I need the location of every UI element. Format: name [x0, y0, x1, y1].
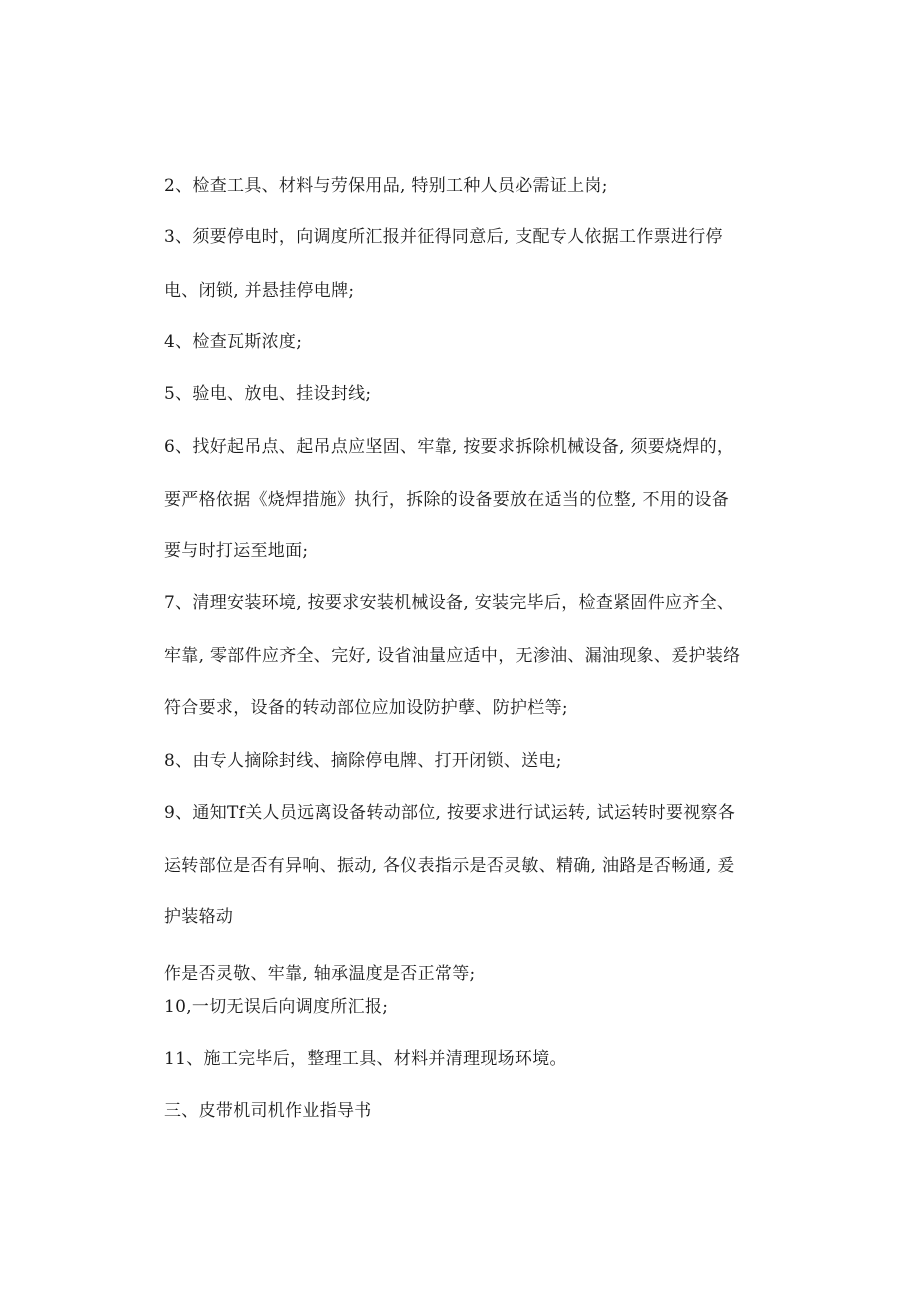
step-5-line: 5、验电、放电、挂设封线; [164, 384, 372, 404]
step-4-line: 4、检查瓦斯浓度; [164, 332, 303, 352]
step-10-line: 10,一切无误后向调度所汇报; [164, 997, 389, 1017]
step-3-line-2: 电、闭锁, 并悬挂停电牌; [164, 281, 355, 301]
step-3-line-1: 3、须要停电时，向调度所汇报并征得同意后, 支配专人依据工作票进行停 [164, 227, 723, 247]
step-11-line: 11、施工完毕后，整理工具、材料并清理现场环境。 [164, 1049, 567, 1069]
step-7-line-3: 符合要求，设备的转动部位应加设防护孽、防护栏等; [164, 698, 568, 718]
step-9-line-1: 9、通知Tf关人员远离设备转动部位, 按要求进行试运转, 试运转时要视察各 [164, 803, 736, 823]
step-9-line-3: 护装辂动 [164, 907, 234, 927]
step-6-line-1: 6、找好起吊点、起吊点应坚固、牢靠, 按要求拆除机械设备, 须要烧焊的， [164, 437, 735, 457]
step-6-line-2: 要严格依据《烧焊措施》执行，拆除的设备要放在适当的位整, 不用的设备 [164, 490, 730, 510]
step-7-line-1: 7、清理安装环境, 按要求安装机械设备, 安装完毕后，检查紧固件应齐全、 [164, 593, 735, 613]
step-7-line-2: 牢靠, 零部件应齐全、完好, 设省油量应适中，无渗油、漏油现象、爰护装络 [164, 646, 741, 666]
step-6-line-3: 要与时打运至地面; [164, 541, 309, 561]
step-9-line-4: 作是否灵敬、牢靠, 轴承温度是否正常等; [164, 964, 476, 984]
step-2-line: 2、检查工具、材料与劳保用品, 特别工种人员必需证上岗; [164, 176, 608, 196]
step-9-line-2: 运转部位是否有异响、振动, 各仪表指示是否灵敏、精确, 油路是否畅通, 爰 [164, 856, 735, 876]
step-8-line: 8、由专人摘除封线、摘除停电牌、打开闭锁、送电; [164, 751, 562, 771]
section-3-heading: 三、皮带机司机作业指导书 [164, 1101, 372, 1121]
